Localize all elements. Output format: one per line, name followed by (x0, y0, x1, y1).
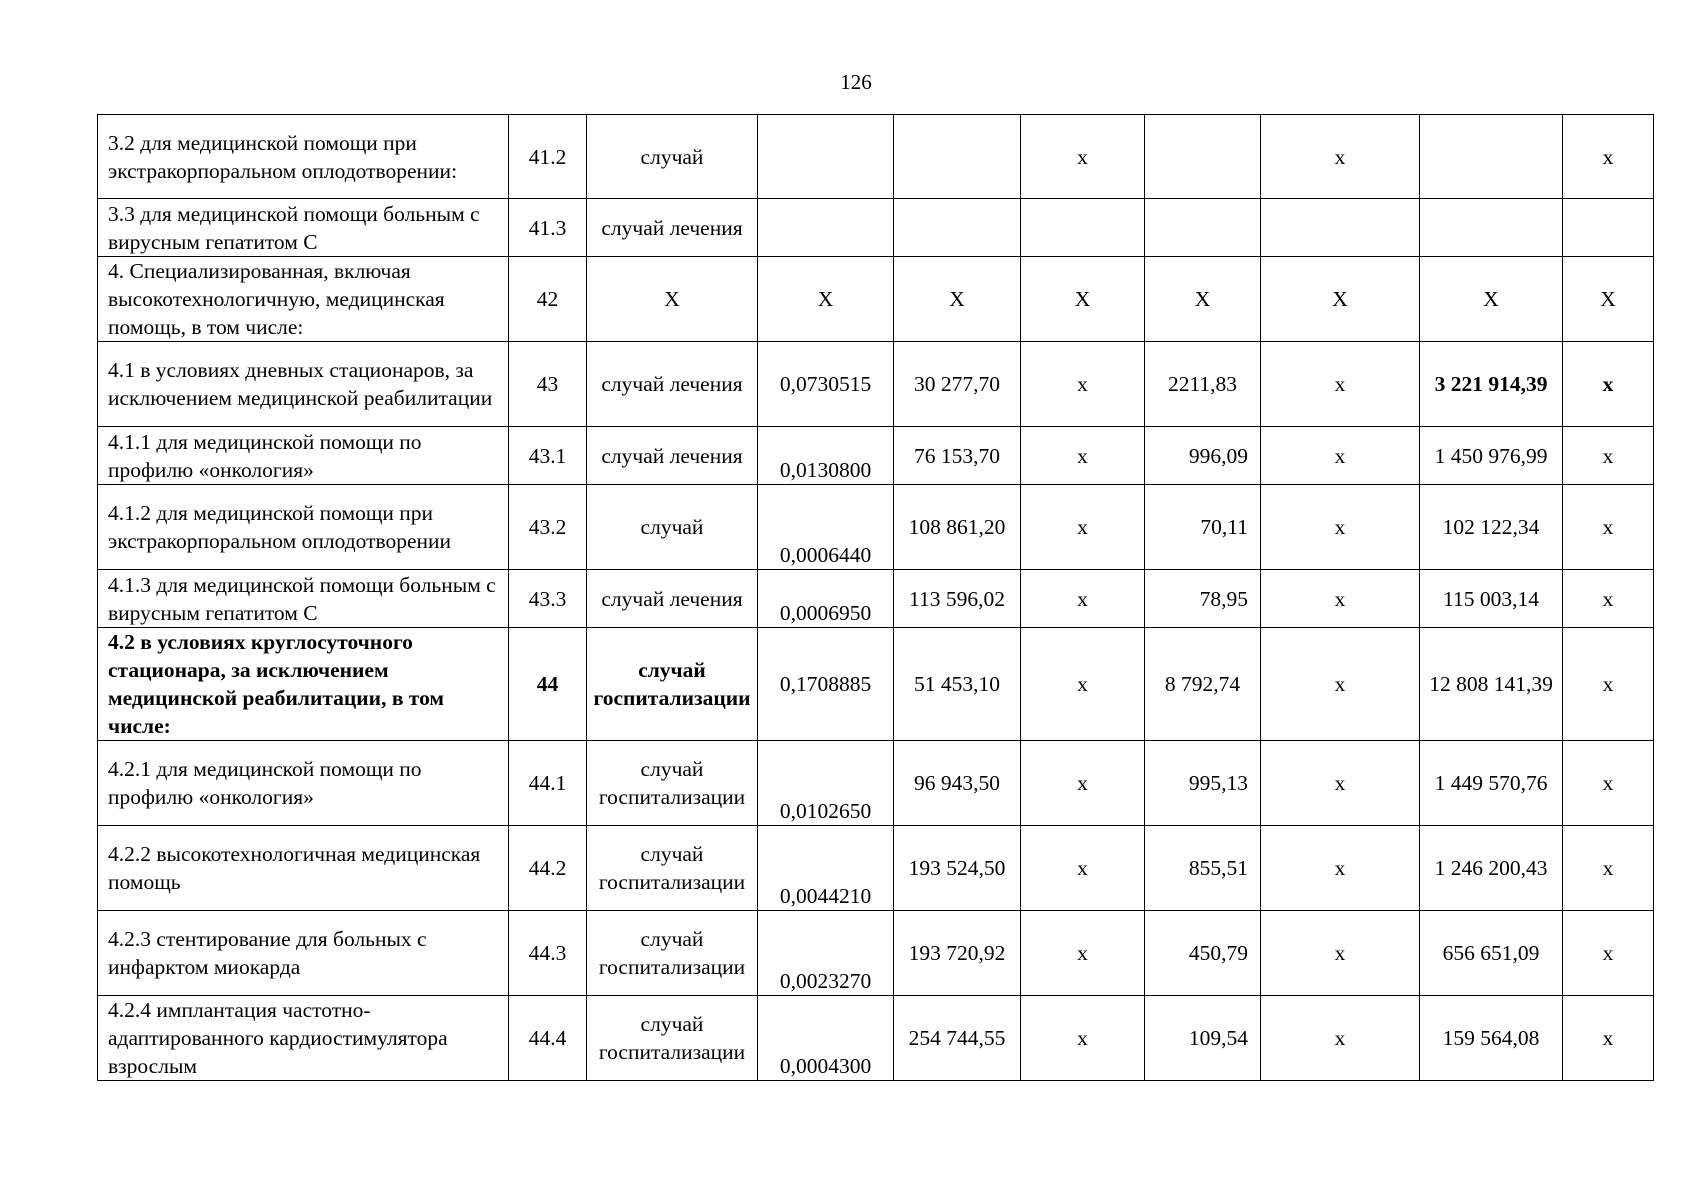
page-number: 126 (840, 70, 872, 94)
row-cell: 995,13 (1145, 741, 1261, 826)
row-code: 43.1 (509, 427, 587, 485)
row-cell: х (1261, 115, 1420, 199)
row-cell: х (1563, 570, 1654, 628)
table-row (98, 628, 1654, 741)
row-name: 4. Специализированная, включая высокотехнологичную, медицинская помощь, в том числе: (98, 257, 509, 342)
row-cell: х (1021, 628, 1145, 741)
row-cell: х (1563, 342, 1654, 427)
row-name: 4.2.4 имплантация частотно-адаптированного кардиостимулятора взрослым (98, 996, 509, 1081)
row-code: 43.3 (509, 570, 587, 628)
row-cell: Х (1261, 257, 1420, 342)
row-cell: 8 792,74 (1145, 628, 1261, 741)
row-cell (1420, 199, 1563, 257)
row-cell: х (1021, 911, 1145, 996)
row-cell: х (1563, 911, 1654, 996)
row-cell: Х (1420, 257, 1563, 342)
row-cell: Х (1563, 257, 1654, 342)
row-cell: 70,11 (1145, 485, 1261, 570)
row-name: 4.2.2 высокотехнологичная медицинская помощь (98, 826, 509, 911)
row-code: 41.3 (509, 199, 587, 257)
row-cell: х (1021, 342, 1145, 427)
row-cell: 193 720,92 (894, 911, 1021, 996)
row-code: 44.4 (509, 996, 587, 1081)
row-cell: 855,51 (1145, 826, 1261, 911)
row-cell: х (1261, 996, 1420, 1081)
row-name: 4.1 в условиях дневных стационаров, за исключением медицинской реабилитации (98, 342, 509, 427)
row-cell: 51 453,10 (894, 628, 1021, 741)
row-unit: случай госпитализации (587, 996, 758, 1081)
row-code: 43 (509, 342, 587, 427)
row-cell: х (1563, 741, 1654, 826)
row-cell: х (1021, 115, 1145, 199)
row-cell: х (1261, 628, 1420, 741)
row-name: 4.2.3 стентирование для больных с инфарктом миокарда (98, 911, 509, 996)
row-cell: 0,0102650 (758, 741, 894, 826)
row-cell: Х (894, 257, 1021, 342)
row-cell: 109,54 (1145, 996, 1261, 1081)
row-cell: х (1261, 741, 1420, 826)
row-cell: х (1261, 570, 1420, 628)
row-cell: х (1021, 570, 1145, 628)
table-row (98, 485, 1654, 570)
row-cell: 0,0006950 (758, 570, 894, 628)
row-cell: х (1021, 826, 1145, 911)
row-name: 4.2 в условиях круглосуточного стационара, за исключением медицинской реабилитации, в том числе: (98, 628, 509, 741)
row-cell (894, 199, 1021, 257)
row-cell (1021, 199, 1145, 257)
row-cell: 0,0023270 (758, 911, 894, 996)
row-cell: 12 808 141,39 (1420, 628, 1563, 741)
row-cell (1145, 199, 1261, 257)
table-row (98, 115, 1654, 199)
row-cell: 2211,83 (1145, 342, 1261, 427)
row-unit: случай (587, 485, 758, 570)
row-unit: Х (587, 257, 758, 342)
row-cell (758, 199, 894, 257)
row-cell: 102 122,34 (1420, 485, 1563, 570)
row-name: 4.1.2 для медицинской помощи при экстракорпоральном оплодотворении (98, 485, 509, 570)
row-unit: случай госпитализации (587, 628, 758, 741)
row-unit: случай лечения (587, 427, 758, 485)
row-unit: случай лечения (587, 570, 758, 628)
row-cell (1563, 199, 1654, 257)
row-name: 4.1.1 для медицинской помощи по профилю «онкология» (98, 427, 509, 485)
row-cell: х (1021, 741, 1145, 826)
row-cell: 0,0730515 (758, 342, 894, 427)
row-cell: 0,0044210 (758, 826, 894, 911)
row-cell: 254 744,55 (894, 996, 1021, 1081)
row-cell: 96 943,50 (894, 741, 1021, 826)
row-unit: случай госпитализации (587, 741, 758, 826)
row-cell: 1 450 976,99 (1420, 427, 1563, 485)
row-unit: случай госпитализации (587, 911, 758, 996)
row-cell: 3 221 914,39 (1420, 342, 1563, 427)
row-cell: 115 003,14 (1420, 570, 1563, 628)
row-unit: случай (587, 115, 758, 199)
row-cell: х (1563, 427, 1654, 485)
table-row (98, 911, 1654, 996)
row-cell: 0,1708885 (758, 628, 894, 741)
row-cell (1145, 115, 1261, 199)
row-code: 41.2 (509, 115, 587, 199)
row-cell: х (1261, 911, 1420, 996)
medical-care-volume-table (97, 114, 1654, 1081)
row-name: 3.2 для медицинской помощи при экстракорпоральном оплодотворении: (98, 115, 509, 199)
row-cell: х (1563, 996, 1654, 1081)
row-cell: Х (1021, 257, 1145, 342)
row-cell: 108 861,20 (894, 485, 1021, 570)
row-cell: х (1021, 485, 1145, 570)
row-cell: 1 246 200,43 (1420, 826, 1563, 911)
row-cell: х (1261, 826, 1420, 911)
table-row (98, 826, 1654, 911)
table-row (98, 257, 1654, 342)
row-cell: Х (1145, 257, 1261, 342)
row-cell (1261, 199, 1420, 257)
table-row (98, 996, 1654, 1081)
row-code: 44 (509, 628, 587, 741)
row-cell: 1 449 570,76 (1420, 741, 1563, 826)
row-cell: 113 596,02 (894, 570, 1021, 628)
row-cell: х (1261, 342, 1420, 427)
row-cell: 996,09 (1145, 427, 1261, 485)
row-cell: х (1563, 115, 1654, 199)
row-cell: 656 651,09 (1420, 911, 1563, 996)
table-row (98, 741, 1654, 826)
row-cell: х (1261, 485, 1420, 570)
row-cell: х (1563, 485, 1654, 570)
row-name: 4.1.3 для медицинской помощи больным с вирусным гепатитом С (98, 570, 509, 628)
row-code: 44.2 (509, 826, 587, 911)
row-cell: 193 524,50 (894, 826, 1021, 911)
row-name: 4.2.1 для медицинской помощи по профилю «онкология» (98, 741, 509, 826)
row-code: 44.3 (509, 911, 587, 996)
row-cell: 30 277,70 (894, 342, 1021, 427)
row-cell: 0,0004300 (758, 996, 894, 1081)
row-cell: 0,0006440 (758, 485, 894, 570)
row-code: 42 (509, 257, 587, 342)
row-cell (758, 115, 894, 199)
row-cell: 76 153,70 (894, 427, 1021, 485)
row-code: 43.2 (509, 485, 587, 570)
row-name: 3.3 для медицинской помощи больным с вирусным гепатитом С (98, 199, 509, 257)
row-cell: х (1021, 996, 1145, 1081)
row-cell: х (1021, 427, 1145, 485)
row-cell: 159 564,08 (1420, 996, 1563, 1081)
table-row (98, 199, 1654, 257)
row-cell: х (1563, 628, 1654, 741)
row-cell (894, 115, 1021, 199)
row-cell: 450,79 (1145, 911, 1261, 996)
row-unit: случай лечения (587, 342, 758, 427)
row-cell: х (1261, 427, 1420, 485)
row-cell: х (1563, 826, 1654, 911)
row-unit: случай госпитализации (587, 826, 758, 911)
table-row (98, 427, 1654, 485)
table-row (98, 342, 1654, 427)
table-row (98, 570, 1654, 628)
row-cell: 0,0130800 (758, 427, 894, 485)
row-cell: 78,95 (1145, 570, 1261, 628)
row-cell: Х (758, 257, 894, 342)
row-unit: случай лечения (587, 199, 758, 257)
row-code: 44.1 (509, 741, 587, 826)
row-cell (1420, 115, 1563, 199)
